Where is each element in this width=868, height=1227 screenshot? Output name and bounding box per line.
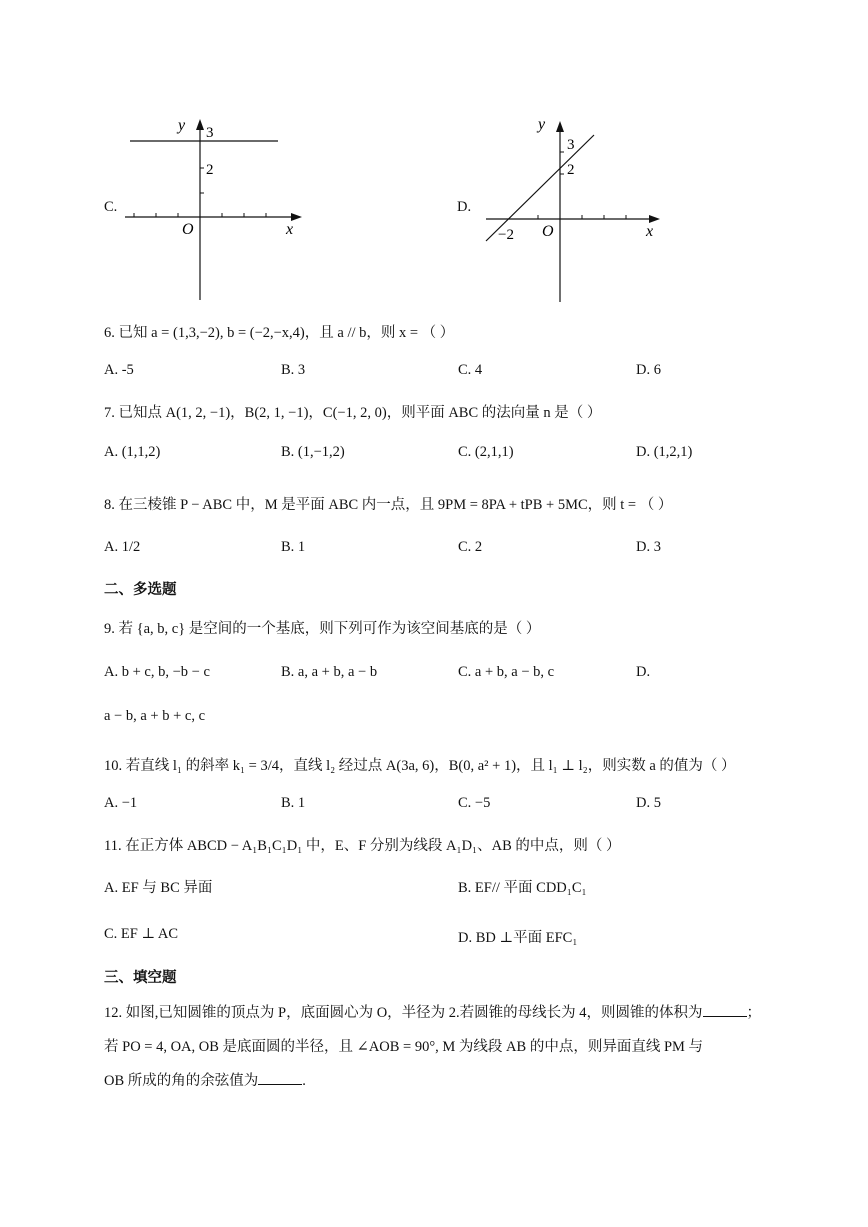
origin-label: O: [542, 223, 554, 240]
option-d-label: D.: [457, 199, 472, 215]
tick-label-neg2: −2: [498, 227, 514, 243]
q10-option-b: B. 1: [281, 795, 306, 811]
graph-c: [120, 110, 310, 305]
q11-option-b: B. EF// 平面 CDD₁C₁: [458, 880, 587, 896]
question-12-text-3: OB 所成的角的余弦值为: [104, 1073, 259, 1089]
q10-option-d: D. 5: [636, 795, 661, 811]
tick-label-3: 3: [206, 125, 214, 141]
q8-option-b: B. 1: [281, 539, 306, 555]
y-axis-arrow: [556, 121, 564, 132]
section-3-heading: 三、填空题: [104, 970, 177, 986]
q8-option-c: C. 2: [458, 539, 483, 555]
q8-option-a: A. 1/2: [104, 539, 141, 555]
answer-blank-1[interactable]: [703, 1004, 747, 1017]
question-10-stem: 10. 若直线 l₁ 的斜率 k₁ = 3/4，直线 l₂ 经过点 A(3a, 6)，B(0, a² + 1)，且 l₁ ⊥ l₂，则实数 a 的值为（ ）: [104, 758, 736, 774]
q11-option-c: C. EF ⊥ AC: [104, 926, 179, 942]
q9-option-d: D.: [636, 664, 651, 680]
q7-option-b: B. (1,−1,2): [281, 444, 345, 460]
question-7-stem: 7. 已知点 A(1, 2, −1)，B(2, 1, −1)，C(−1, 2, 0)，则平面 ABC 的法向量 n 是（ ）: [104, 405, 602, 421]
question-6-stem: 6. 已知 a = (1,3,−2), b = (−2,−x,4)，且 a // b，则 x = （ ）: [104, 325, 455, 341]
q10-option-c: C. −5: [458, 795, 491, 811]
question-11-stem: 11. 在正方体 ABCD − A₁B₁C₁D₁ 中，E、F 分别为线段 A₁D₁、AB 的中点，则（ ）: [104, 838, 621, 854]
q7-option-c: C. (2,1,1): [458, 444, 514, 460]
graph-d: [480, 112, 670, 307]
q11-option-a: A. EF 与 BC 异面: [104, 880, 213, 896]
q6-option-c: C. 4: [458, 362, 483, 378]
q9-option-c: C. a + b, a − b, c: [458, 664, 555, 680]
x-axis-arrow: [291, 213, 302, 221]
question-12-text-1: 12. 如图,已知圆锥的顶点为 P，底面圆心为 O，半径为 2.若圆锥的母线长为 4，则圆锥的体积为: [104, 1005, 703, 1021]
question-9-stem: 9. 若 {a, b, c} 是空间的一个基底，则下列可作为该空间基底的是（ ）: [104, 621, 541, 637]
q6-option-d: D. 6: [636, 362, 661, 378]
q6-option-b: B. 3: [281, 362, 306, 378]
q9-option-a: A. b + c, b, −b − c: [104, 664, 210, 680]
y-axis-arrow: [196, 119, 204, 130]
tick-label-3: 3: [567, 137, 575, 153]
question-12-line2: 若 PO = 4, OA, OB 是底面圆的半径，且 ∠AOB = 90°, M 为线段 AB 的中点，则异面直线 PM 与: [104, 1039, 704, 1055]
tick-label-2: 2: [206, 162, 214, 178]
question-12-semicolon: ；: [746, 1005, 762, 1021]
question-12-period: .: [302, 1073, 306, 1089]
question-12-line3: [104, 1069, 306, 1090]
x-axis-arrow: [649, 215, 660, 223]
q9-option-b: B. a, a + b, a − b: [281, 664, 378, 680]
origin-label: O: [182, 221, 194, 238]
line-y-equals-x-plus-2: [486, 135, 594, 241]
question-8-stem: 8. 在三棱锥 P − ABC 中，M 是平面 ABC 内一点，且 9PM = 8PA + tPB + 5MC，则 t = （ ）: [104, 497, 673, 513]
q7-option-a: A. (1,1,2): [104, 444, 161, 460]
tick-label-2: 2: [567, 162, 575, 178]
section-2-heading: 二、多选题: [104, 582, 177, 598]
answer-blank-2[interactable]: [258, 1072, 302, 1085]
q9-option-d-content: a − b, a + b + c, c: [104, 708, 206, 724]
x-axis-label: x: [646, 223, 654, 240]
q6-option-a: A. -5: [104, 362, 134, 378]
q10-option-a: A. −1: [104, 795, 138, 811]
q8-option-d: D. 3: [636, 539, 661, 555]
q11-option-d: D. BD ⊥平面 EFC₁: [458, 930, 578, 946]
question-12-line1: [104, 1001, 761, 1022]
y-axis-label: y: [178, 117, 186, 134]
x-axis-label: x: [286, 221, 294, 238]
y-axis-label: y: [538, 116, 546, 133]
option-c-label: C.: [104, 199, 118, 215]
q7-option-d: D. (1,2,1): [636, 444, 693, 460]
